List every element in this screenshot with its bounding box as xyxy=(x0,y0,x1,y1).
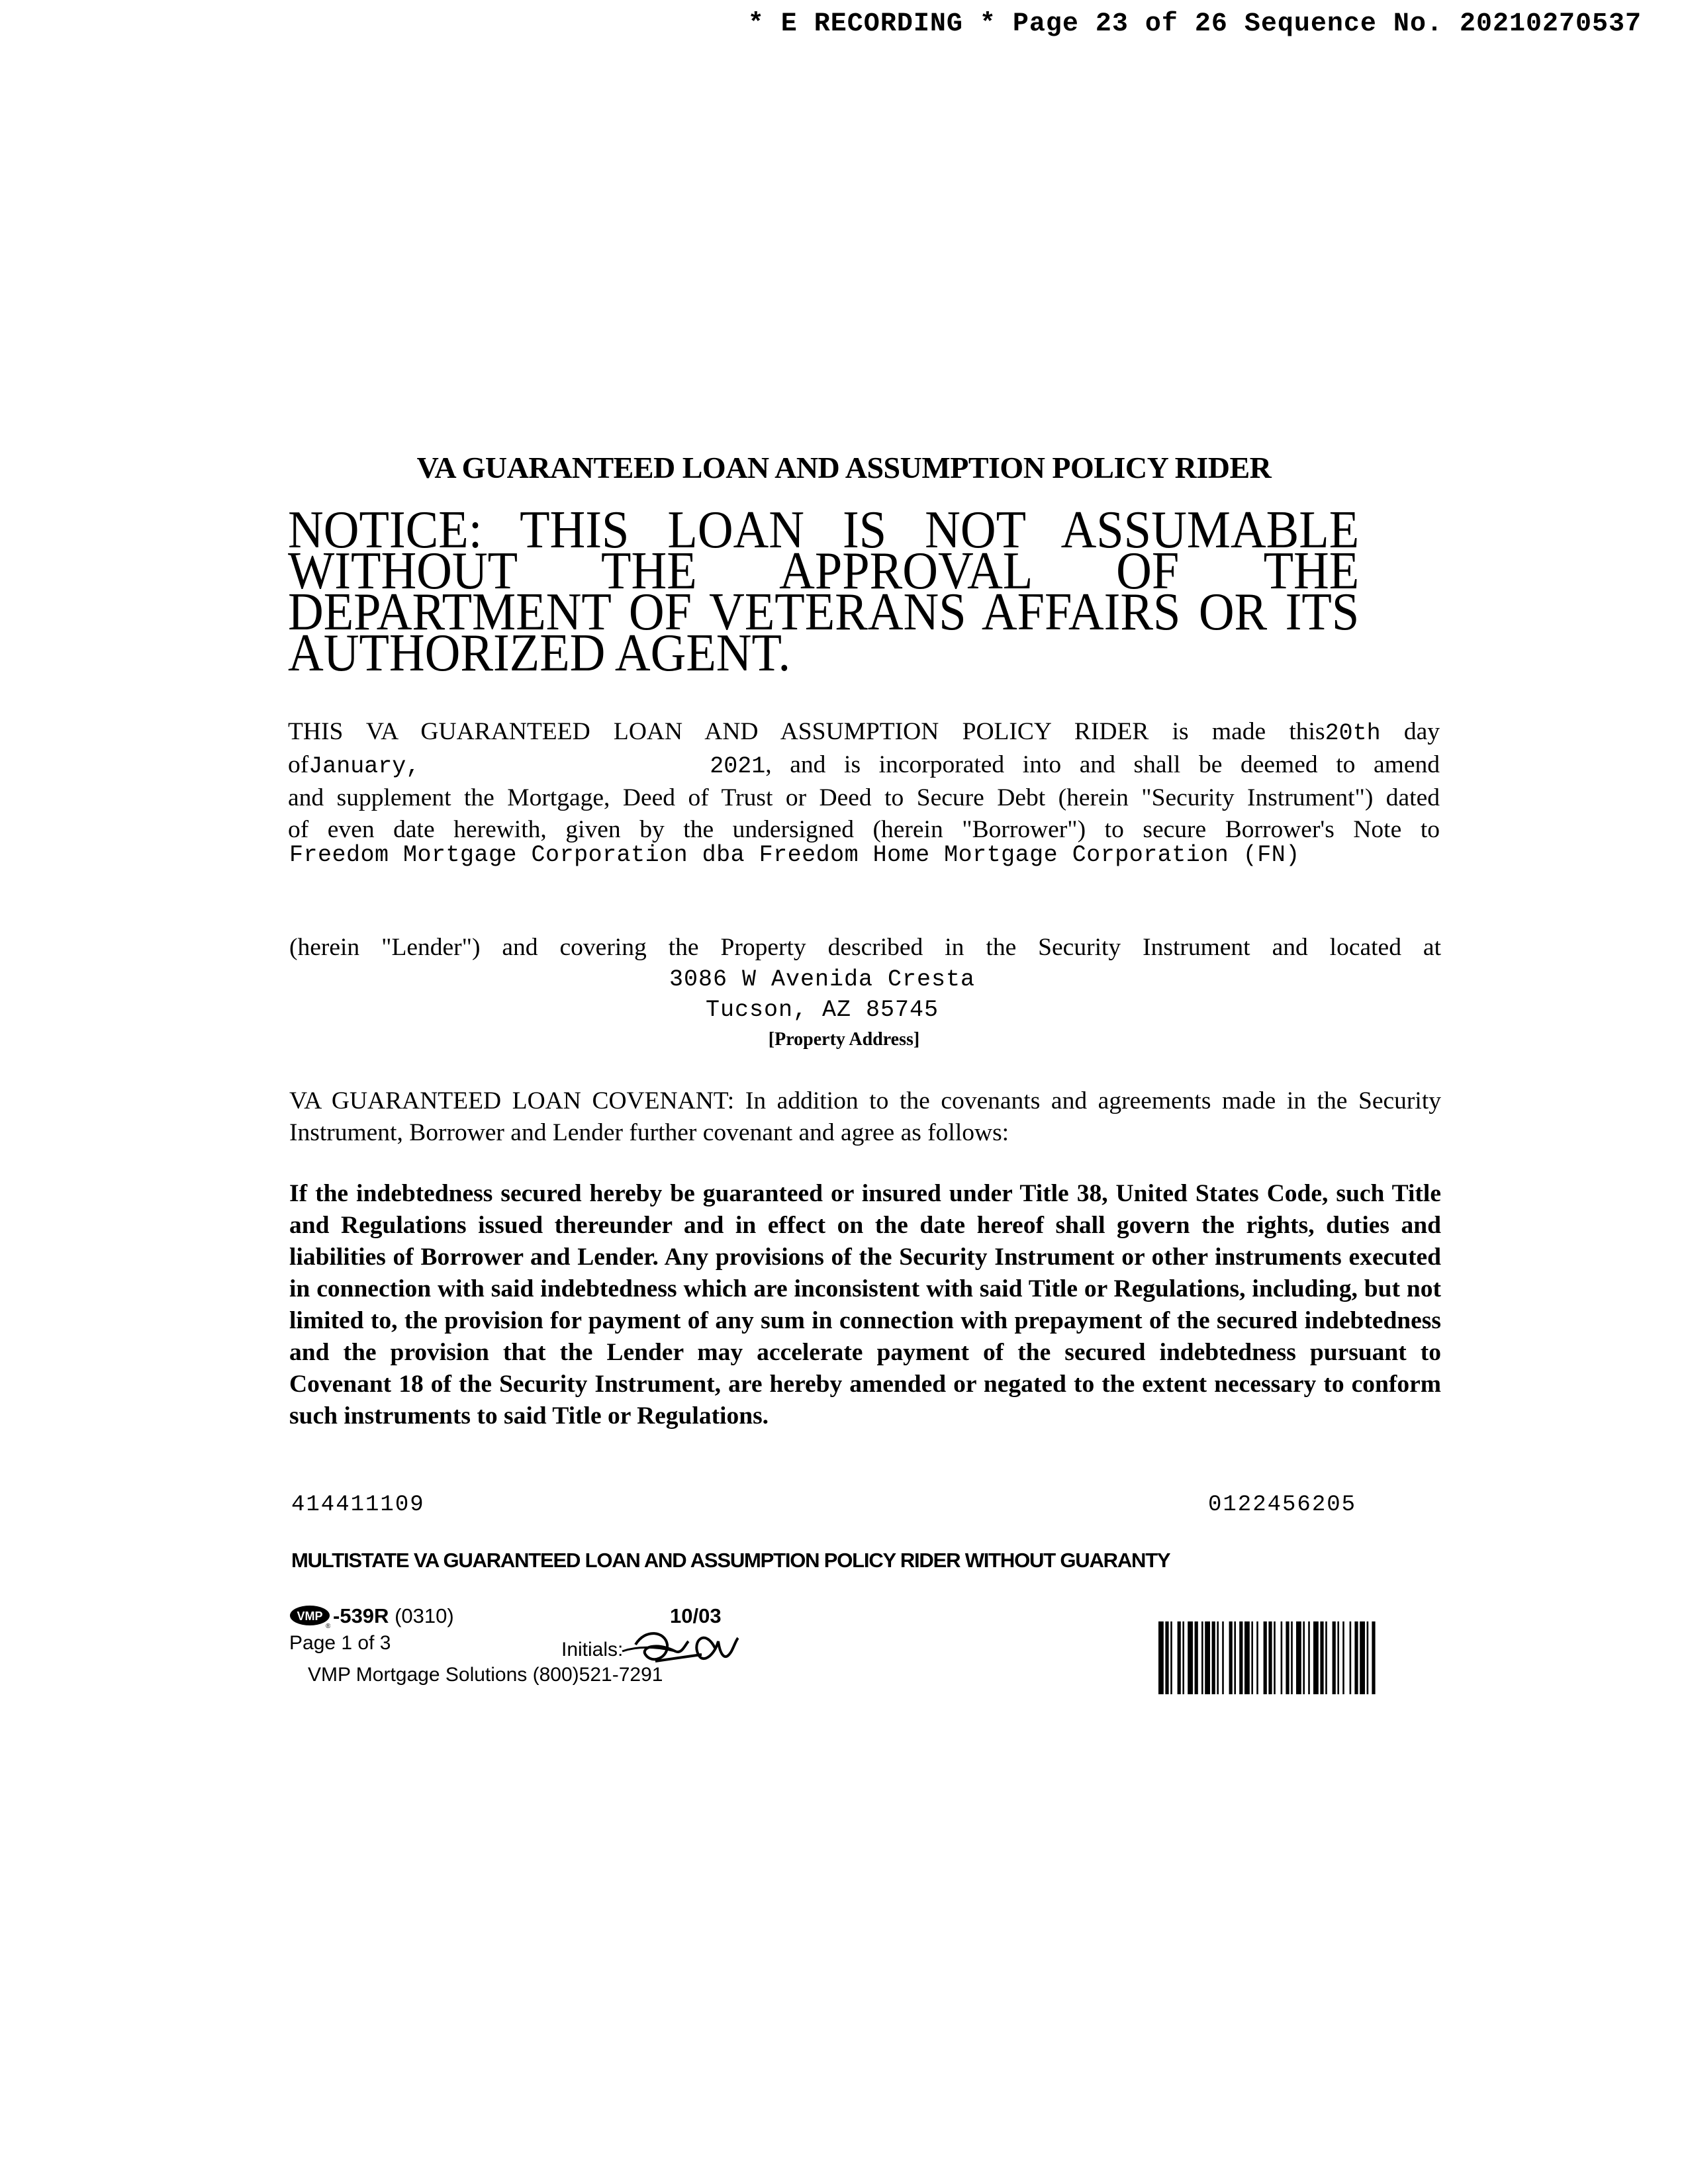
property-address-line-2: Tucson, AZ 85745 xyxy=(705,997,939,1023)
property-address-caption: [Property Address] xyxy=(768,1029,920,1050)
svg-text:®: ® xyxy=(326,1623,330,1628)
covenant-heading xyxy=(289,1085,1441,1149)
form-code-number: -539R xyxy=(333,1604,389,1627)
loan-number-left: 414411109 xyxy=(291,1492,425,1518)
of-label: of xyxy=(288,751,309,778)
recording-header: * E RECORDING * Page 23 of 26 Sequence No. 20210270537 xyxy=(747,9,1642,39)
covenant-heading-text: VA GUARANTEED LOAN COVENANT: In addition to the covenants and agreements made in the Security Instrument, Borrower and Lender further covenant and agree as follows: xyxy=(289,1087,1441,1146)
lender-clause: (herein "Lender") and covering the Property described in the Security Instrument and located at xyxy=(289,934,1441,961)
month-year-value: January, 2021 xyxy=(308,753,766,780)
intro-line-4: of even date herewith, given by the undersigned (herein "Borrower") to secure Borrower's Note to xyxy=(288,816,1440,843)
intro-line-1 xyxy=(288,716,1440,749)
assumption-notice: NOTICE: THIS LOAN IS NOT ASSUMABLE WITHOUT THE APPROVAL OF THE DEPARTMENT OF VETERANS AFFAIRS OR ITS AUTHORIZED AGENT. xyxy=(288,501,1360,682)
intro-line-2-text: , and is incorporated into and shall be deemed to amend xyxy=(765,751,1440,778)
day-value: 20th xyxy=(1325,720,1381,747)
form-version: (0310) xyxy=(395,1604,454,1627)
vendor-line: VMP Mortgage Solutions (800)521-7291 xyxy=(308,1664,663,1686)
vmp-logo-icon xyxy=(289,1604,330,1628)
initials-label: Initials: xyxy=(561,1639,624,1661)
barcode-icon xyxy=(1158,1621,1436,1694)
day-label: day xyxy=(1403,718,1440,745)
lender-name: Freedom Mortgage Corporation dba Freedom Home Mortgage Corporation (FN) xyxy=(289,842,1300,868)
document-title: VA GUARANTEED LOAN AND ASSUMPTION POLICY RIDER xyxy=(416,451,1272,484)
intro-line-2 xyxy=(288,749,1440,782)
loan-number-right: 0122456205 xyxy=(1208,1492,1357,1518)
vmp-logo-text: VMP xyxy=(297,1610,323,1623)
form-date: 10/03 xyxy=(670,1604,722,1627)
covenant-body: If the indebtedness secured hereby be guaranteed or insured under Title 38, United States Code, such Title and Regulations issued thereunder and in effect on the date hereof shall govern the rights, duties and liabilities of Borrower and Lender. Any provisions of the Security Instrument or other instruments executed in connection with said indebtedness which are inconsistent with said Title or Regulations, including, but not limited to, the provision for payment of any sum in connection with prepayment of the secured indebtedness and the provision that the Lender may accelerate payment of the secured indebtedness pursuant to Covenant 18 of the Security Instrument, are hereby amended or negated to the extent necessary to conform such instruments to said Title or Regulations. xyxy=(289,1180,1441,1430)
form-title: MULTISTATE VA GUARANTEED LOAN AND ASSUMPTION POLICY RIDER WITHOUT GUARANTY xyxy=(291,1549,1170,1572)
intro-line-1-text: THIS VA GUARANTEED LOAN AND ASSUMPTION POLICY RIDER is made this xyxy=(288,718,1325,745)
page-count: Page 1 of 3 xyxy=(289,1632,391,1654)
rider-intro-paragraph xyxy=(288,716,1440,846)
intro-line-3: and supplement the Mortgage, Deed of Trust or Deed to Secure Debt (herein "Security Instrument") dated xyxy=(288,784,1440,811)
form-code xyxy=(333,1604,454,1628)
property-address-line-1: 3086 W Avenida Cresta xyxy=(669,966,976,993)
